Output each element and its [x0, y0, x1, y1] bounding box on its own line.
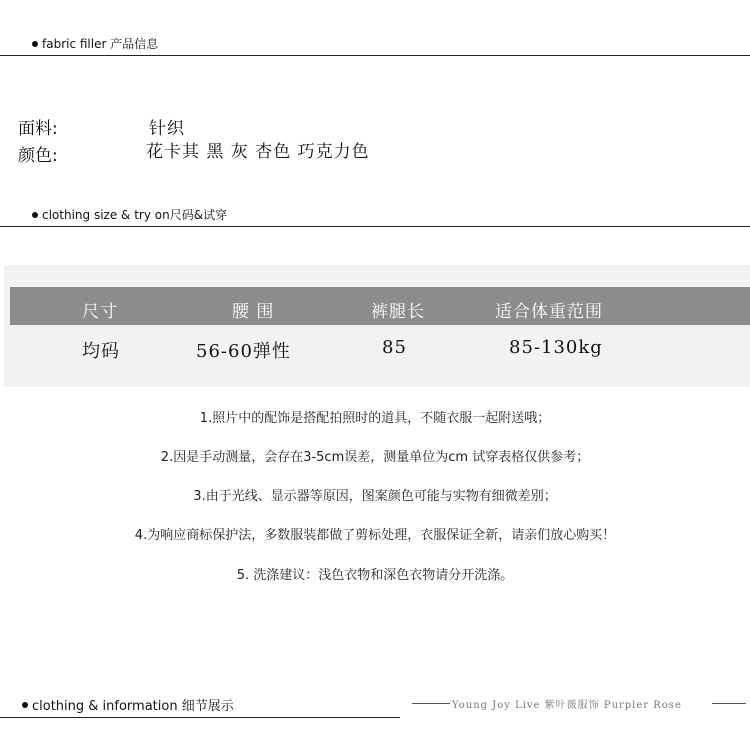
section-heading-detail: [22, 695, 234, 714]
bullet-icon: [32, 212, 38, 218]
note-2: 2.因是手动测量，会存在3-5cm误差，测量单位为cm 试穿表格仅供参考；: [160, 450, 590, 465]
size-table-header-length: 裤腿长: [371, 302, 425, 322]
material-value: 针织: [149, 119, 185, 139]
section-heading-size: [32, 206, 227, 223]
divider: [0, 226, 750, 227]
color-label: 颜色:: [18, 146, 58, 166]
brand-dash-left: [412, 703, 450, 704]
bullet-icon: [32, 41, 38, 47]
divider: [0, 55, 750, 56]
divider: [0, 717, 400, 718]
brand-text: Young Joy Live 紫叶薇服饰 Purpler Rose: [452, 700, 682, 711]
material-label: 面料:: [18, 119, 58, 139]
size-table-cell-weight: 85-130kg: [509, 337, 603, 358]
section-heading-detail-text: clothing & information 细节展示: [32, 699, 234, 714]
color-value: 花卡其 黑 灰 杏色 巧克力色: [146, 142, 370, 162]
section-heading-fabric-text: fabric filler 产品信息: [42, 37, 159, 51]
section-heading-fabric: [32, 35, 158, 52]
note-4: 4.为响应商标保护法，多数服装都做了剪标处理，衣服保证全新，请亲们放心购买！: [134, 528, 616, 543]
note-3: 3.由于光线、显示器等原因，图案颜色可能与实物有细微差别；: [193, 489, 557, 504]
size-table-header-waist: 腰 围: [232, 302, 275, 322]
size-table-header-weight: 适合体重范围: [495, 302, 603, 322]
size-table-header-size: 尺寸: [82, 302, 118, 322]
size-table-cell-waist: 56-60弹性: [196, 341, 291, 362]
note-1: 1.照片中的配饰是搭配拍照时的道具，不随衣服一起附送哦；: [199, 411, 551, 426]
size-table-cell-length: 85: [382, 337, 407, 358]
bullet-icon: [22, 702, 28, 708]
size-table-panel: [4, 265, 750, 387]
size-table-cell-size: 均码: [82, 341, 120, 362]
brand-dash-right: [712, 703, 746, 704]
section-heading-size-text: clothing size & try on尺码&试穿: [42, 208, 228, 222]
note-5: 5. 洗涤建议：浅色衣物和深色衣物请分开洗涤。: [236, 568, 514, 583]
